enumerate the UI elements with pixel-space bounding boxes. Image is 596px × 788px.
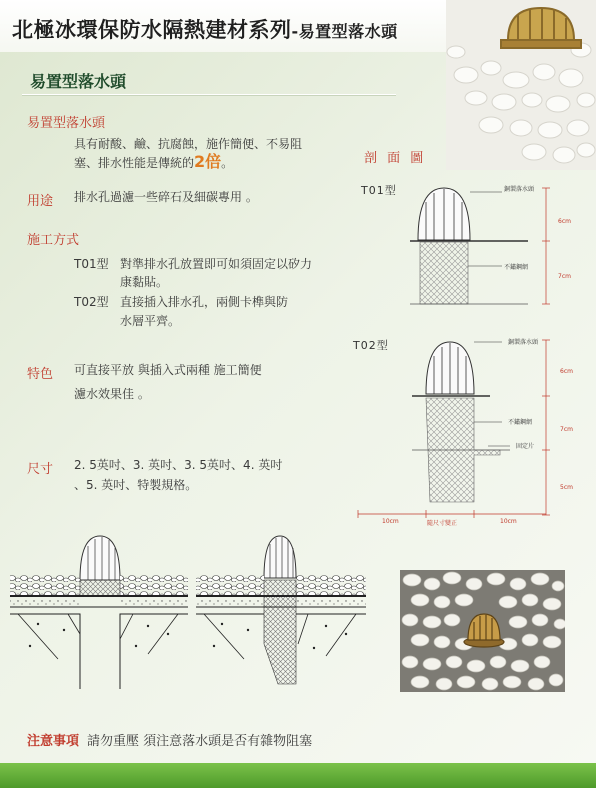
highlight-value: 2倍: [194, 152, 222, 171]
feature-line-2: 濾水效果佳 。: [74, 387, 150, 401]
usage-text: 排水孔過濾一些碎石及細碳專用 。: [74, 190, 258, 204]
dim-5cm: 5cm: [560, 484, 573, 491]
section-title: 易置型落水頭: [30, 72, 127, 91]
page-title: 北極冰環保防水隔熱建材系列-易置型落水頭: [12, 18, 398, 42]
usage-label: 用途: [27, 194, 54, 209]
copper-head-label-2: 銅製落水頭: [508, 339, 539, 346]
feature-label: 特色: [27, 367, 54, 382]
dim-7cm-1: 7cm: [558, 273, 571, 280]
steel-mesh-label-1: 不鏽鋼網: [504, 264, 529, 271]
dim-6cm-2: 6cm: [560, 368, 573, 375]
t01-code: T01型: [74, 257, 109, 271]
pebbles-decoration: [446, 0, 596, 170]
feature-line-1: 可直接平放 與插入式兩種 施工簡便: [74, 363, 262, 377]
size-label: 尺寸: [27, 462, 54, 477]
t02-line-1: 直接插入排水孔，兩側卡榫與防: [120, 295, 289, 309]
dim-10cm-left: 10cm: [382, 518, 399, 525]
t02-line-2: 水層平齊。: [120, 314, 181, 328]
t01-diagram-label: T01型: [361, 184, 397, 197]
t02-diagram-label: T02型: [353, 339, 389, 352]
dim-7cm-2: 7cm: [560, 426, 573, 433]
intro-label: 易置型落水頭: [27, 116, 106, 131]
intro-line-1: 具有耐酸、鹼、抗腐蝕，施作簡便、不易阻: [74, 137, 303, 151]
t01-drawing: [410, 188, 550, 304]
size-line-2: 、5. 英吋、特製規格。: [74, 478, 198, 492]
installation-drawing: [8, 534, 380, 694]
dim-6cm-1: 6cm: [558, 218, 571, 225]
installation-t02: [196, 536, 366, 684]
product-photo: [400, 570, 565, 692]
dim-note: 隨尺寸變正: [427, 520, 458, 527]
steel-mesh-label-2: 不鏽鋼網: [508, 419, 533, 426]
t02-code: T02型: [74, 295, 109, 309]
note-label: 注意事項: [27, 734, 80, 749]
size-line-1: 2. 5英吋、3. 英吋、3. 5英吋、4. 英吋: [74, 458, 283, 472]
t02-drawing: [358, 340, 550, 518]
section-diagram: [350, 180, 596, 530]
diagram-title: 剖 面 圖: [364, 151, 427, 166]
dim-10cm-right: 10cm: [500, 518, 517, 525]
note: [27, 730, 312, 749]
method-label: 施工方式: [27, 233, 80, 248]
section-divider: [22, 94, 396, 95]
fixing-piece-label: 固定片: [516, 443, 535, 450]
footer-bar: [0, 763, 596, 788]
installation-t01: [10, 536, 188, 689]
note-text: 請勿重壓 須注意落水頭是否有雜物阻塞: [87, 734, 313, 749]
t01-line-1: 對準排水孔放置即可如須固定以矽力: [120, 257, 313, 271]
intro-line-2: 塞、排水性能是傳統的2倍。: [74, 152, 234, 171]
t01-line-2: 康黏貼。: [120, 275, 169, 289]
copper-head-label-1: 銅製落水頭: [504, 186, 535, 193]
